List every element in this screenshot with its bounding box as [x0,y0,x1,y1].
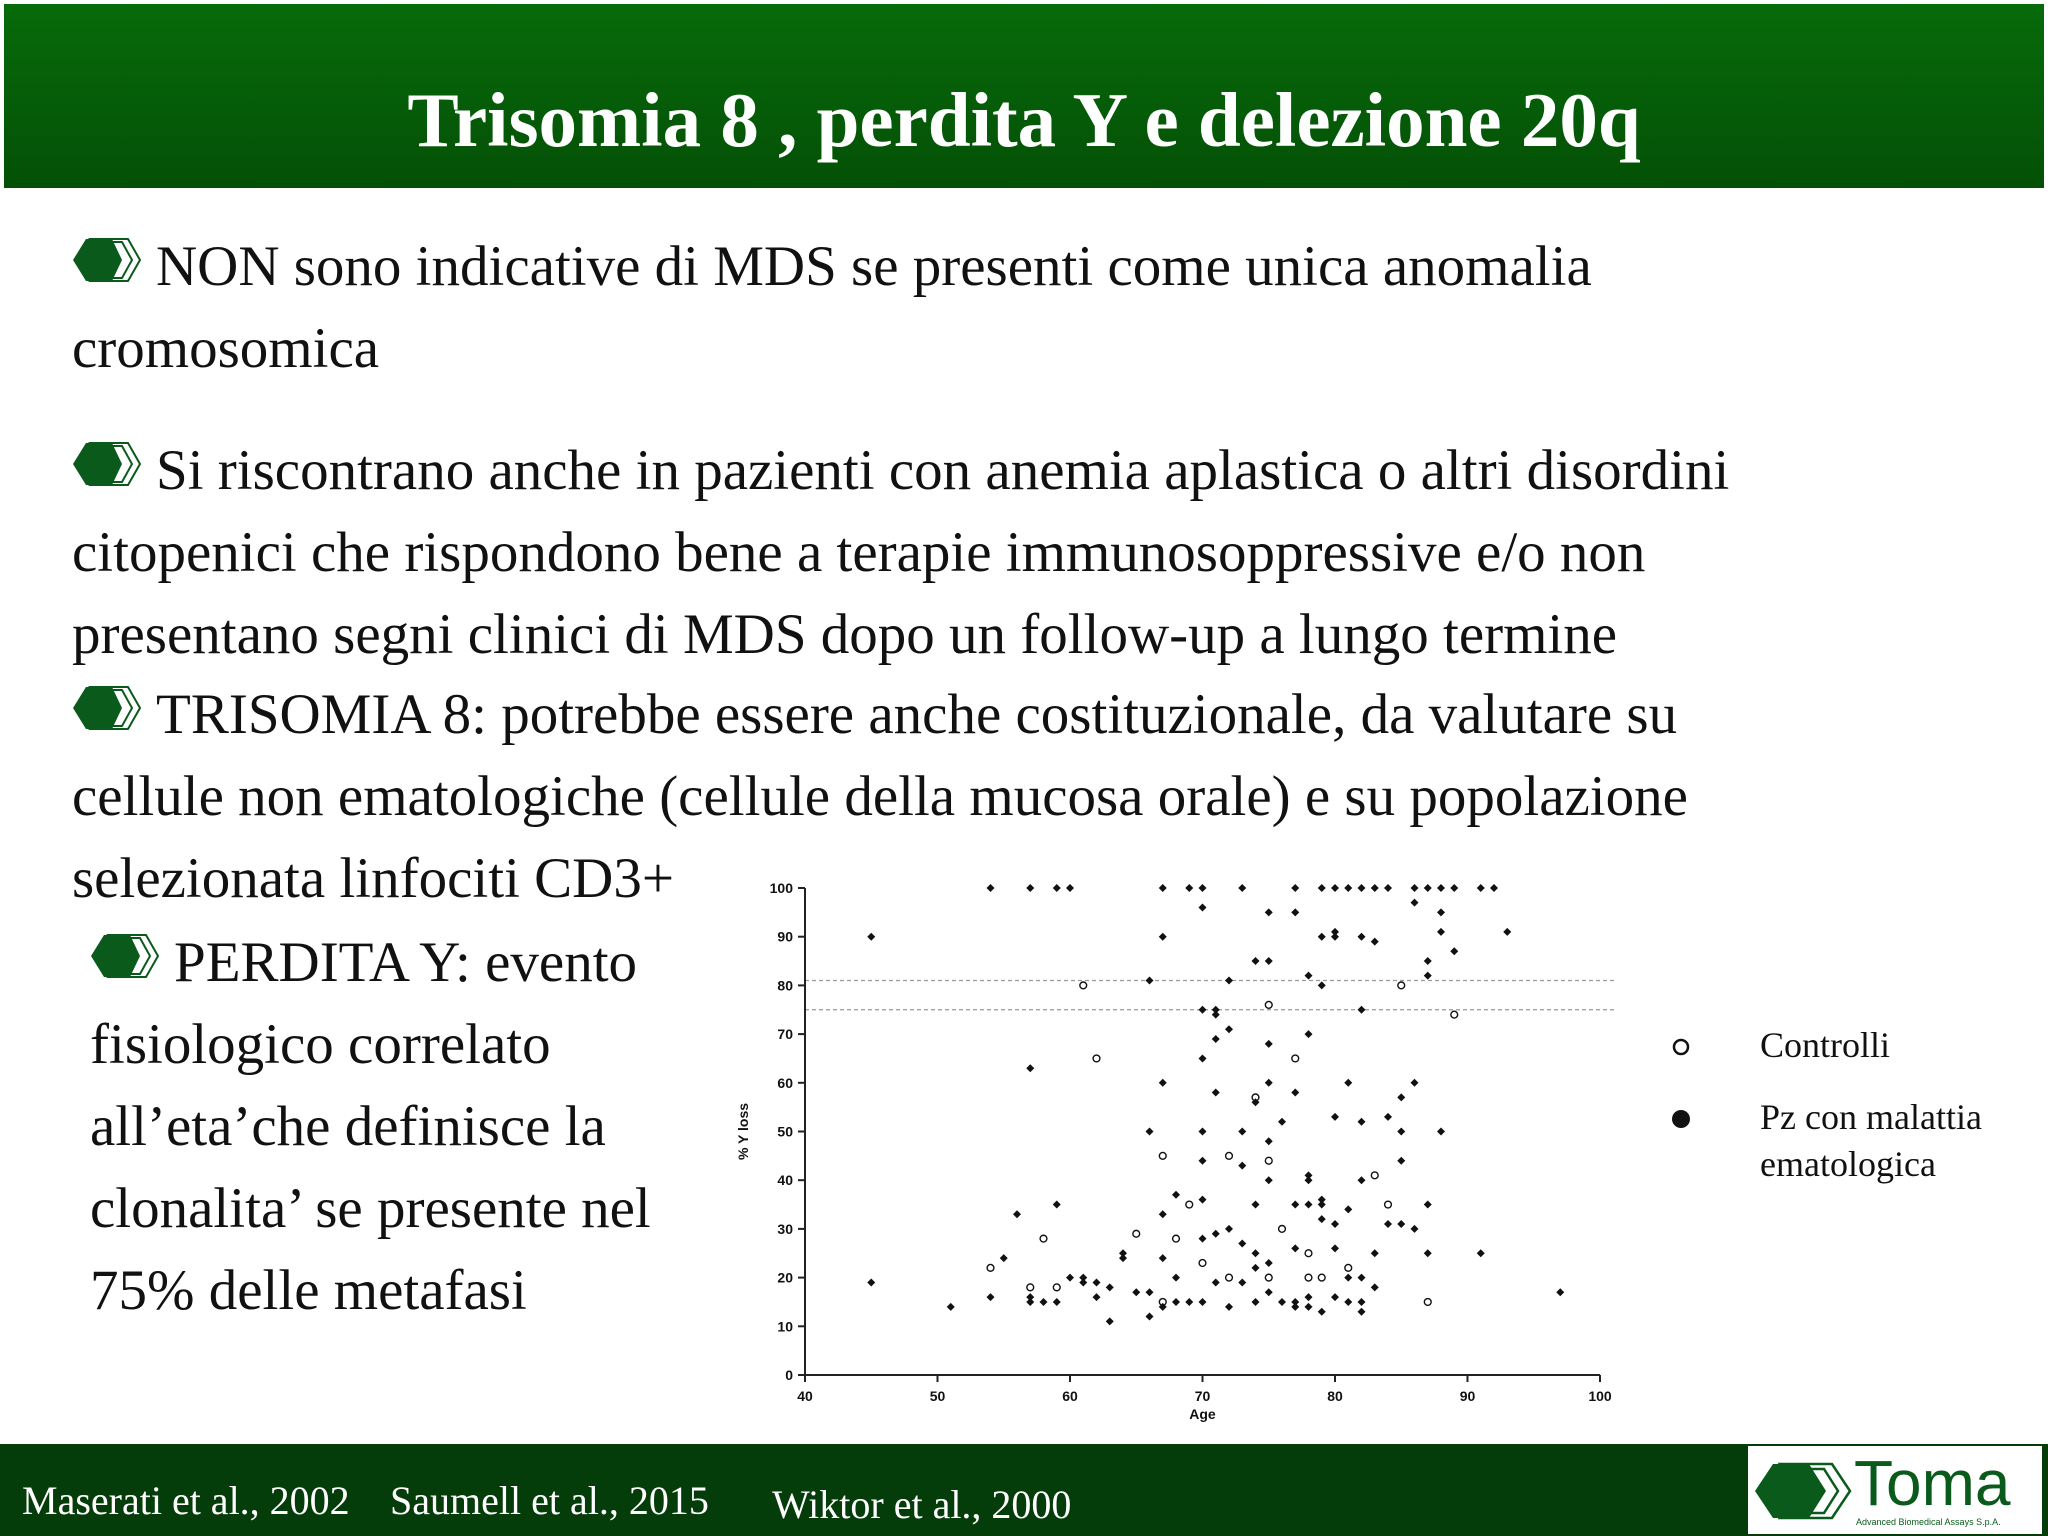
control-point [1305,1274,1312,1281]
patient-point [1278,1298,1286,1306]
patient-point [1424,884,1432,892]
patient-point [1252,1249,1260,1257]
patient-point [1344,1079,1352,1087]
patient-point [1225,977,1233,985]
patient-point [1556,1288,1564,1296]
bullet-1-text-1: NON sono indicative di MDS se presenti come unica anomalia [156,235,1592,298]
patient-point [1159,1254,1167,1262]
patient-point [1358,1274,1366,1282]
patient-point [1093,1293,1101,1301]
control-point [987,1264,994,1271]
patient-point [1450,947,1458,955]
patient-point [1411,884,1419,892]
patient-point [1305,1293,1313,1301]
x-axis-title: Age [1189,1406,1216,1422]
patient-point [1291,1303,1299,1311]
patient-point [1397,1157,1405,1165]
bullet-2-line-1 [72,430,1729,512]
patient-point [1238,884,1246,892]
patient-point [1199,1298,1207,1306]
patient-point [1358,884,1366,892]
y-tick-label: 0 [785,1367,793,1383]
patient-point [867,1278,875,1286]
diamond-bullet-icon [72,685,142,731]
patient-point [1199,1054,1207,1062]
patient-point [1265,957,1273,965]
patient-point [1291,1201,1299,1209]
patient-point [1252,957,1260,965]
patient-point [1172,1298,1180,1306]
patient-point [1159,1079,1167,1087]
patient-point [1040,1298,1048,1306]
patient-point [1238,1162,1246,1170]
patient-point [987,1293,995,1301]
x-tick-label: 50 [929,1388,946,1404]
patient-point [1344,884,1352,892]
patient-point [1106,1283,1114,1291]
control-point [1371,1172,1378,1179]
bullet-2-line-3: presentano segni clinici di MDS dopo un follow-up a lungo termine [72,603,1618,666]
x-tick-label: 60 [1062,1388,1078,1404]
patient-point [1291,884,1299,892]
patient-point [1305,1303,1313,1311]
legend-label-controls: Controlli [1760,1025,1891,1065]
patient-point [1212,1011,1220,1019]
control-point [1385,1201,1392,1208]
y-axis-title: % Y loss [735,1102,751,1161]
patient-point [1199,884,1207,892]
patient-point [1331,1244,1339,1252]
patient-point [1225,1303,1233,1311]
y-tick-label: 70 [777,1026,793,1043]
control-point [1318,1274,1325,1281]
patient-point [1159,1210,1167,1218]
patient-point [1358,1298,1366,1306]
patient-point [987,884,995,892]
patient-point [1358,1176,1366,1184]
patient-point [1265,1176,1273,1184]
patient-point [1238,1278,1246,1286]
patient-point [1424,972,1432,980]
y-loss-scatter-chart [730,870,1630,1430]
bullet-4-line-2: fisiologico correlato [90,1013,551,1076]
patient-point [867,933,875,941]
control-point [1093,1055,1100,1062]
y-tick-label: 100 [769,880,793,896]
patient-point [1424,1249,1432,1257]
legend-filled-circle-icon [1670,1108,1692,1130]
control-point [1199,1260,1206,1267]
control-point [1226,1152,1233,1159]
patient-point [1106,1317,1114,1325]
patient-point [1265,1259,1273,1267]
patient-point [1026,1298,1034,1306]
patient-point [1424,957,1432,965]
patient-point [1331,884,1339,892]
bullet-3-line-2: cellule non ematologiche (cellule della mucosa orale) e su popolazione [72,765,1688,828]
y-tick-label: 30 [777,1220,793,1237]
patient-point [1146,977,1154,985]
y-tick-label: 50 [777,1123,793,1140]
patient-point [1411,1225,1419,1233]
patient-point [1199,1157,1207,1165]
bullet-3-line-1 [72,674,1677,756]
patient-point [1066,884,1074,892]
patient-point [1238,1128,1246,1136]
patient-point [1358,1308,1366,1316]
patient-point [1437,908,1445,916]
patient-point [1437,884,1445,892]
control-point [1279,1226,1286,1233]
control-point [1186,1201,1193,1208]
patient-point [1291,1089,1299,1097]
control-point [1345,1264,1352,1271]
control-point [1226,1274,1233,1281]
diamond-bullet-icon [72,237,142,283]
patient-point [1172,1191,1180,1199]
patient-point [1199,1006,1207,1014]
patient-point [1305,1176,1313,1184]
control-point [1040,1235,1047,1242]
patient-point [1013,1210,1021,1218]
patient-point [1358,1118,1366,1126]
patient-point [1384,1113,1392,1121]
patient-point [1066,1274,1074,1282]
patient-point [1397,1220,1405,1228]
bullet-1-line-1 [72,226,1592,308]
patient-point [1119,1254,1127,1262]
patient-point [1331,1113,1339,1121]
legend-open-circle-icon [1670,1036,1692,1058]
patient-point [1212,1278,1220,1286]
patient-point [1318,981,1326,989]
bullet-4-line-1 [90,922,637,1004]
patient-point [1331,933,1339,941]
y-tick-label: 60 [777,1074,793,1091]
patient-point [1318,933,1326,941]
patient-point [1291,908,1299,916]
patient-point [1053,1298,1061,1306]
patient-point [1477,1249,1485,1257]
patient-point [1146,1313,1154,1321]
patient-point [1344,1205,1352,1213]
patient-point [1185,884,1193,892]
x-tick-label: 70 [1194,1388,1211,1404]
control-point [1080,982,1087,989]
reference-wiktor: Wiktor et al., 2000 [772,1482,1072,1527]
patient-point [1371,1249,1379,1257]
patient-point [1265,1137,1273,1145]
patient-point [1199,1235,1207,1243]
control-point [1292,1055,1299,1062]
patient-point [1490,884,1498,892]
patient-point [1199,903,1207,911]
patient-point [1371,1283,1379,1291]
patient-point [1305,972,1313,980]
patient-point [1265,1288,1273,1296]
control-point [1159,1152,1166,1159]
bullet-3-text-1: TRISOMIA 8: potrebbe essere anche costituzionale, da valutare su [156,683,1678,746]
reference-saumell: Saumell et al., 2015 [390,1478,709,1523]
patient-point [1331,1220,1339,1228]
patient-point [1424,1201,1432,1209]
patient-point [1212,1035,1220,1043]
slide-title: Trisomia 8 , perdita Y e delezione 20q [407,77,1641,163]
patient-point [1371,884,1379,892]
patient-point [1318,1308,1326,1316]
patient-point [1159,933,1167,941]
patient-point [1411,1079,1419,1087]
patient-point [1344,1298,1352,1306]
patient-point [1305,1030,1313,1038]
patient-point [1053,1201,1061,1209]
patient-point [1225,1025,1233,1033]
patient-point [1079,1278,1087,1286]
patient-point [1238,1240,1246,1248]
patient-point [1331,1293,1339,1301]
bullet-1-line-2: cromosomica [72,317,380,380]
control-point [1053,1284,1060,1291]
patient-point [1358,1006,1366,1014]
patient-point [1212,1230,1220,1238]
x-tick-label: 40 [797,1388,813,1404]
diamond-bullet-icon [72,441,142,487]
control-point [1265,1274,1272,1281]
patient-point [1185,1298,1193,1306]
patient-point [1358,933,1366,941]
patient-point [1252,1201,1260,1209]
patient-point [1397,1128,1405,1136]
diamond-bullet-icon [90,933,160,979]
control-point [1424,1299,1431,1306]
logo-tagline: Advanced Biomedical Assays S.p.A. [1856,1517,2001,1527]
patient-point [1305,1201,1313,1209]
patient-point [1384,1220,1392,1228]
patient-point [1318,1215,1326,1223]
patient-point [1132,1288,1140,1296]
patient-point [1252,1264,1260,1272]
logo-diamond-icon [1754,1462,1852,1520]
patient-point [1477,884,1485,892]
patient-point [1199,1196,1207,1204]
patient-point [1225,1225,1233,1233]
bullet-4-line-4: clonalita’ se presente nel [90,1177,651,1240]
patient-point [1000,1254,1008,1262]
control-point [1027,1284,1034,1291]
patient-point [1278,1118,1286,1126]
reference-maserati: Maserati et al., 2002 [22,1478,350,1523]
bullet-3-line-3: selezionata linfociti CD3+ [72,847,674,910]
patient-point [1199,1128,1207,1136]
patient-point [1437,1128,1445,1136]
patient-point [1053,884,1061,892]
patient-point [1212,1089,1220,1097]
patient-point [1265,1040,1273,1048]
x-tick-label: 100 [1588,1388,1612,1404]
patient-point [1503,928,1511,936]
control-point [1398,982,1405,989]
control-point [1133,1230,1140,1237]
x-tick-label: 80 [1327,1388,1343,1404]
y-tick-label: 10 [777,1318,793,1335]
x-tick-label: 90 [1459,1388,1476,1404]
patient-point [1093,1278,1101,1286]
y-tick-label: 20 [777,1269,793,1286]
bullet-4-line-3: all’eta’che definisce la [90,1095,606,1158]
control-point [1265,1001,1272,1008]
y-tick-label: 40 [777,1172,793,1189]
bullet-2-line-2: citopenici che rispondono bene a terapie immunosoppressive e/o non [72,521,1646,584]
patient-point [1026,884,1034,892]
bullet-4-text-1: PERDITA Y: evento [174,931,638,994]
slide-header [4,4,2044,188]
patient-point [1252,1298,1260,1306]
patient-point [1371,938,1379,946]
bullet-4-line-5: 75% delle metafasi [90,1259,527,1322]
patient-point [1172,1274,1180,1282]
patient-point [1450,884,1458,892]
patient-point [1265,908,1273,916]
patient-point [1291,1244,1299,1252]
y-tick-label: 90 [777,928,793,945]
bullet-2-text-1: Si riscontrano anche in pazienti con anemia aplastica o altri disordini [156,439,1730,502]
patient-point [1384,884,1392,892]
patient-point [1411,899,1419,907]
patient-point [1437,928,1445,936]
company-logo [1748,1446,2042,1534]
patient-point [1146,1128,1154,1136]
control-point [1305,1250,1312,1257]
legend-label-patients-line-1: Pz con malattia [1760,1097,1982,1137]
control-point [1265,1157,1272,1164]
patient-point [1026,1064,1034,1072]
patient-point [947,1303,955,1311]
patient-point [1318,884,1326,892]
patient-point [1344,1274,1352,1282]
control-point [1451,1011,1458,1018]
logo-name: Toma [1854,1447,2011,1519]
patient-point [1265,1079,1273,1087]
patient-point [1159,884,1167,892]
patient-point [1146,1288,1154,1296]
y-tick-label: 80 [777,977,793,994]
patient-point [1318,1201,1326,1209]
control-point [1173,1235,1180,1242]
patient-point [1397,1093,1405,1101]
legend-label-patients-line-2: ematologica [1760,1144,1936,1184]
